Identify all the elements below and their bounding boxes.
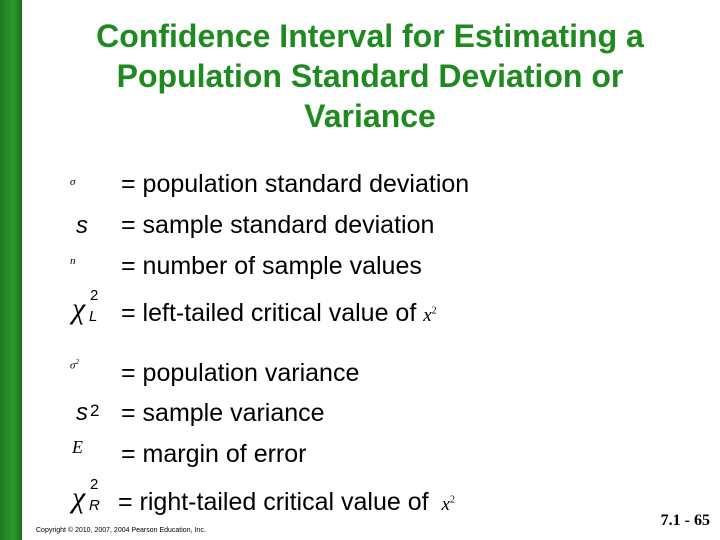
chi-right-trailing-symbol: $x^2$ (441, 494, 455, 515)
chi-square-right-symbol (72, 477, 112, 517)
s-squared-definition: = sample variance (121, 399, 325, 427)
chi-left-base: χ (72, 292, 86, 325)
n-definition: = number of sample values (121, 252, 422, 280)
chi-right-sup: 2 (90, 476, 99, 493)
chi-right-base: χ (72, 481, 86, 514)
e-definition: = margin of error (121, 440, 307, 468)
chi-right-definition (118, 488, 455, 517)
sigma-definition: = population standard deviation (121, 170, 470, 198)
s-squared-symbol: s 2 (76, 399, 100, 426)
chi-right-text: = right-tailed critical value of (118, 488, 429, 516)
side-accent-bar (0, 0, 22, 540)
title-line-2: Population Standard Deviation or (116, 58, 624, 94)
chi-left-definition (121, 299, 437, 328)
chi-right-sub: R (89, 497, 100, 514)
s-symbol: s (76, 212, 88, 239)
sigma-symbol: σ (70, 176, 76, 188)
sigma-squared-definition: = population variance (121, 359, 360, 387)
chi-square-left-symbol (72, 288, 112, 328)
s-definition: = sample standard deviation (121, 211, 435, 239)
chi-left-sup: 2 (90, 287, 99, 304)
n-symbol: n (70, 255, 76, 267)
slide-title (40, 16, 700, 136)
chi-left-sub: L (89, 308, 98, 325)
e-symbol: E (72, 437, 83, 457)
slide-number: 7.1 - 65 (660, 512, 710, 529)
title-line-3: Variance (304, 98, 436, 134)
copyright-notice: Copyright © 2010, 2007, 2004 Pearson Education, Inc. (36, 527, 206, 534)
chi-left-trailing-symbol: $x^2$ (423, 305, 437, 326)
chi-left-text: = left-tailed critical value of (121, 299, 417, 327)
sigma-squared-symbol: $\sigma^2$ (70, 358, 79, 372)
title-line-1: Confidence Interval for Estimating a (96, 18, 644, 54)
